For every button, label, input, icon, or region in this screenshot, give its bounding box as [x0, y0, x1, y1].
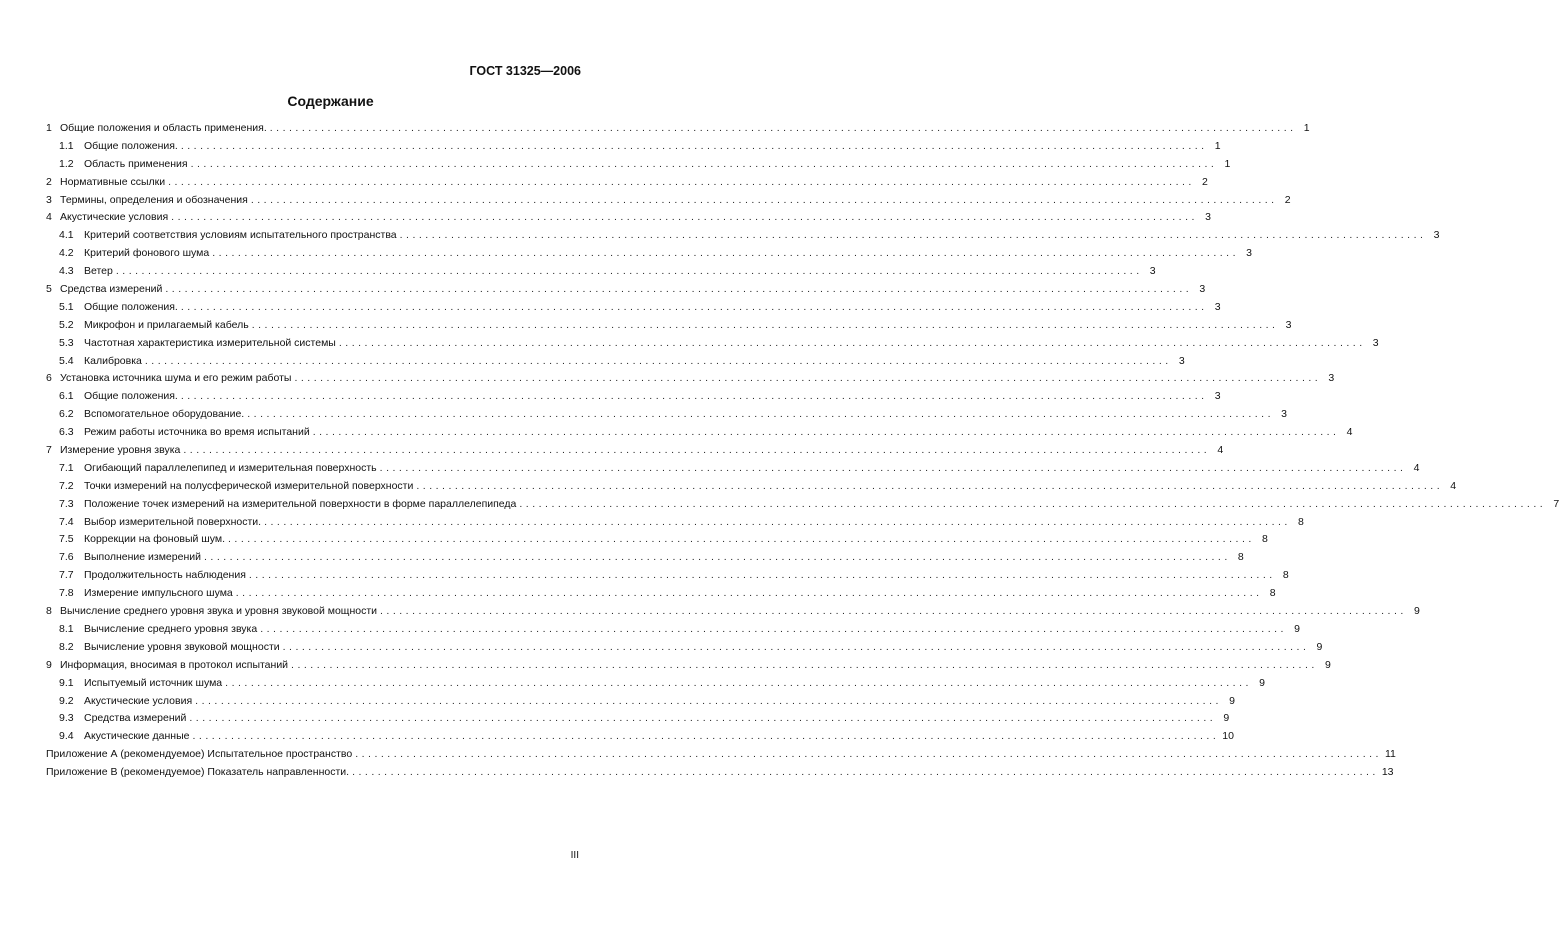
- dot-leader: [260, 621, 1287, 639]
- toc-entry[interactable]: [46, 406, 1287, 424]
- toc-entry-label: Средства измерений: [84, 712, 187, 725]
- toc-entry[interactable]: [46, 442, 1224, 460]
- toc-entry[interactable]: [46, 567, 1289, 585]
- toc-entry-page: 9: [1259, 676, 1265, 689]
- toc-entry[interactable]: [46, 549, 1244, 567]
- dot-leader: [264, 514, 1291, 532]
- toc-entry-page: 3: [1214, 390, 1221, 403]
- toc-entry-label: Вычисление среднего уровня звука и уровня звуковой мощности: [60, 605, 378, 618]
- toc-entry-page: 13: [1381, 766, 1394, 779]
- dot-leader: [252, 317, 1279, 335]
- toc-entry-label: Частотная характеристика измерительной системы: [84, 336, 336, 349]
- toc-entry-page: 8: [1282, 569, 1289, 582]
- toc-entry-page: 3: [1328, 372, 1335, 385]
- toc-entry-number: 4.1: [59, 229, 74, 242]
- toc-entry-page: 1: [1224, 157, 1231, 170]
- toc-entry[interactable]: [46, 478, 1457, 496]
- toc-entry-label: Установка источника шума и его режим работы: [60, 372, 292, 385]
- toc-entry-label: Акустические условия: [84, 694, 193, 707]
- toc-entry-label: Средства измерений: [60, 283, 163, 296]
- toc-entry-number: 4: [46, 211, 52, 224]
- toc-entry-label: Вспомогательное оборудование.: [84, 408, 245, 421]
- table-of-contents: [46, 120, 1559, 782]
- dot-leader: [168, 174, 1195, 192]
- toc-entry-page: 9: [1413, 605, 1420, 618]
- dot-leader: [294, 370, 1321, 388]
- toc-entry-page: 2: [1202, 175, 1208, 188]
- toc-entry[interactable]: [46, 514, 1304, 532]
- toc-entry[interactable]: [46, 370, 1335, 388]
- toc-entry[interactable]: [46, 192, 1291, 210]
- toc-entry-page: 10: [1222, 730, 1234, 743]
- toc-entry-number: 8.2: [59, 640, 74, 653]
- toc-entry-page: 3: [1246, 247, 1252, 260]
- toc-entry-page: 3: [1199, 283, 1206, 296]
- toc-entry[interactable]: [46, 317, 1292, 335]
- toc-entry-page: 11: [1384, 748, 1396, 761]
- toc-entry[interactable]: [46, 675, 1265, 693]
- toc-entry-number: 1.2: [59, 157, 74, 170]
- toc-entry-number: 4.2: [59, 247, 74, 260]
- dot-leader: [247, 406, 1274, 424]
- toc-entry-label: Положение точек измерений на измерительной поверхности в форме параллелепипеда: [84, 497, 517, 510]
- toc-entry[interactable]: [46, 120, 1310, 138]
- toc-entry-label: Критерий соответствия условиям испытательного пространства: [84, 229, 397, 242]
- toc-entry-page: 9: [1316, 640, 1323, 653]
- toc-entry-page: 8: [1237, 551, 1244, 564]
- toc-entry-page: 3: [1205, 211, 1211, 224]
- dot-leader: [193, 728, 1220, 746]
- toc-entry-label: Общие положения и область применения.: [60, 122, 267, 134]
- toc-entry[interactable]: [46, 424, 1353, 442]
- toc-entry-page: 7: [1553, 497, 1559, 510]
- toc-entry[interactable]: [46, 209, 1211, 227]
- toc-entry[interactable]: [46, 460, 1420, 478]
- toc-entry-number: 5.1: [59, 300, 74, 313]
- toc-entry-number: 4.3: [59, 265, 74, 278]
- toc-entry-page: 4: [1450, 479, 1457, 492]
- toc-entry-label: Режим работы источника во время испытаний: [84, 426, 310, 439]
- dot-leader: [228, 531, 1255, 549]
- toc-entry-number: 7.3: [59, 497, 74, 510]
- dot-leader: [181, 388, 1208, 406]
- toc-entry-number: 9.4: [59, 730, 74, 743]
- dot-leader: [212, 245, 1239, 263]
- toc-entry-number: 6.3: [59, 426, 74, 439]
- toc-entry[interactable]: [46, 263, 1156, 281]
- toc-entry-page: 9: [1223, 712, 1230, 725]
- toc-entry-page: 3: [1178, 354, 1185, 367]
- toc-entry-label: Ветер: [84, 265, 113, 278]
- toc-entry-page: 3: [1372, 336, 1379, 349]
- toc-entry-number: 2: [46, 175, 52, 188]
- toc-entry-page: 3: [1281, 408, 1287, 421]
- toc-entry-label: Приложение А (рекомендуемое) Испытательное пространство: [46, 748, 353, 761]
- toc-entry-number: 7.6: [59, 551, 74, 564]
- toc-entry[interactable]: [46, 657, 1331, 675]
- dot-leader: [171, 209, 1198, 227]
- toc-entry[interactable]: [46, 585, 1276, 603]
- toc-entry-label: Нормативные ссылки: [60, 175, 166, 188]
- toc-entry-label: Критерий фонового шума: [84, 247, 210, 260]
- dot-leader: [195, 693, 1222, 711]
- toc-entry-label: Информация, вносимая в протокол испытаний: [60, 658, 289, 671]
- dot-leader: [191, 156, 1218, 174]
- toc-entry-number: 9: [46, 658, 52, 671]
- dot-leader: [352, 764, 1379, 782]
- dot-leader: [400, 227, 1427, 245]
- dot-leader: [249, 567, 1276, 585]
- toc-entry-label: Измерение уровня звука: [60, 444, 181, 457]
- dot-leader: [355, 746, 1382, 764]
- toc-entry[interactable]: [46, 710, 1230, 728]
- toc-entry-page: 9: [1229, 694, 1235, 707]
- toc-entry-number: 5: [46, 283, 52, 296]
- dot-leader: [291, 657, 1318, 675]
- toc-entry[interactable]: [46, 174, 1208, 192]
- toc-entry[interactable]: [46, 728, 1234, 746]
- toc-entry[interactable]: [46, 156, 1231, 174]
- toc-entry-label: Приложение В (рекомендуемое) Показатель направленности.: [46, 766, 350, 779]
- toc-entry-page: 8: [1298, 515, 1304, 528]
- toc-entry-label: Выбор измерительной поверхности.: [84, 515, 262, 528]
- toc-entry-number: 8: [46, 605, 52, 618]
- dot-leader: [165, 281, 1192, 299]
- toc-entry-number: 7.5: [59, 533, 74, 546]
- toc-entry-number: 9.3: [59, 712, 74, 725]
- toc-entry-number: 5.4: [59, 354, 74, 367]
- toc-entry-number: 6.1: [59, 390, 74, 403]
- toc-entry-page: 3: [1285, 318, 1292, 331]
- dot-leader: [339, 335, 1366, 353]
- toc-entry[interactable]: [46, 693, 1235, 711]
- dot-leader: [251, 192, 1278, 210]
- toc-entry[interactable]: [46, 299, 1221, 317]
- toc-entry[interactable]: [46, 245, 1252, 263]
- toc-entry-label: Область применения: [84, 157, 188, 170]
- toc-entry-label: Точки измерений на полусферической измерительной поверхности: [84, 479, 414, 492]
- toc-entry[interactable]: [46, 764, 1394, 782]
- toc-entry[interactable]: [46, 603, 1420, 621]
- dot-leader: [204, 549, 1231, 567]
- toc-entry-page: 3: [1214, 300, 1221, 313]
- toc-entry[interactable]: [46, 227, 1440, 245]
- toc-entry-number: 1: [46, 122, 52, 134]
- toc-entry-number: 5.2: [59, 318, 74, 331]
- toc-entry-label: Термины, определения и обозначения: [60, 193, 248, 206]
- toc-entry-label: Общие положения.: [84, 390, 178, 403]
- toc-entry-label: Испытуемый источник шума: [84, 676, 223, 689]
- toc-entry[interactable]: [46, 621, 1300, 639]
- dot-leader: [145, 353, 1172, 371]
- toc-entry-page: 1: [1303, 122, 1310, 134]
- toc-entry-label: Огибающий параллелепипед и измерительная поверхность: [84, 461, 377, 474]
- dot-leader: [189, 710, 1216, 728]
- toc-entry[interactable]: [46, 335, 1379, 353]
- toc-entry-number: 9.2: [59, 694, 74, 707]
- document-header-code: ГОСТ 31325—2006: [469, 64, 581, 78]
- dot-leader: [519, 496, 1546, 514]
- toc-entry-label: Вычисление уровня звуковой мощности: [84, 640, 280, 653]
- toc-entry-page: 9: [1324, 658, 1331, 671]
- dot-leader: [236, 585, 1263, 603]
- dot-leader: [283, 639, 1310, 657]
- dot-leader: [183, 442, 1210, 460]
- page-number: III: [570, 850, 579, 861]
- toc-entry[interactable]: [46, 281, 1206, 299]
- toc-entry[interactable]: [46, 531, 1268, 549]
- dot-leader: [270, 120, 1297, 138]
- toc-entry-number: 6: [46, 372, 52, 385]
- toc-entry-label: Общие положения.: [84, 300, 178, 313]
- dot-leader: [181, 299, 1208, 317]
- toc-entry[interactable]: [46, 746, 1396, 764]
- toc-entry-page: 9: [1294, 622, 1300, 635]
- toc-entry-label: Вычисление среднего уровня звука: [84, 622, 258, 635]
- dot-leader: [416, 478, 1443, 496]
- toc-entry-page: 2: [1284, 193, 1291, 206]
- page-title: Содержание: [287, 93, 374, 109]
- toc-entry-label: Акустические условия: [60, 211, 169, 224]
- toc-entry-label: Выполнение измерений: [84, 551, 201, 564]
- toc-entry-number: 7.1: [59, 461, 74, 474]
- toc-entry-number: 7.8: [59, 587, 74, 600]
- toc-entry-number: 8.1: [59, 622, 74, 635]
- dot-leader: [313, 424, 1340, 442]
- toc-entry-label: Общие положения.: [84, 139, 178, 152]
- toc-entry-number: 3: [46, 193, 52, 206]
- toc-entry-label: Коррекции на фоновый шум.: [84, 533, 226, 546]
- toc-entry-page: 1: [1214, 139, 1221, 152]
- toc-entry-number: 5.3: [59, 336, 74, 349]
- toc-entry-label: Акустические данные: [84, 730, 190, 743]
- dot-leader: [380, 460, 1407, 478]
- toc-entry-label: Измерение импульсного шума: [84, 587, 233, 600]
- toc-entry-number: 7: [46, 444, 52, 457]
- toc-entry-label: Продолжительность наблюдения: [84, 569, 246, 582]
- toc-entry-page: 8: [1269, 587, 1276, 600]
- dot-leader: [225, 675, 1252, 693]
- toc-entry-number: 7.2: [59, 479, 74, 492]
- toc-entry-page: 4: [1413, 461, 1420, 474]
- toc-entry[interactable]: [46, 388, 1221, 406]
- toc-entry-number: 7.7: [59, 569, 74, 582]
- toc-entry[interactable]: [46, 639, 1323, 657]
- toc-entry-page: 3: [1149, 265, 1156, 278]
- toc-entry-page: 4: [1217, 444, 1224, 457]
- toc-entry-number: 6.2: [59, 408, 74, 421]
- dot-leader: [116, 263, 1143, 281]
- toc-entry-page: 4: [1346, 426, 1353, 439]
- toc-entry-number: 7.4: [59, 515, 74, 528]
- toc-entry[interactable]: [46, 353, 1185, 371]
- dot-leader: [181, 138, 1208, 156]
- toc-entry-page: 3: [1433, 229, 1440, 242]
- toc-entry-page: 8: [1261, 533, 1268, 546]
- toc-entry-label: Калибровка: [84, 354, 142, 367]
- dot-leader: [380, 603, 1407, 621]
- toc-entry-number: 9.1: [59, 676, 74, 689]
- toc-entry-number: 1.1: [59, 139, 74, 152]
- toc-entry-label: Микрофон и прилагаемый кабель: [84, 318, 249, 331]
- toc-entry[interactable]: [46, 138, 1221, 156]
- toc-entry[interactable]: [46, 496, 1559, 514]
